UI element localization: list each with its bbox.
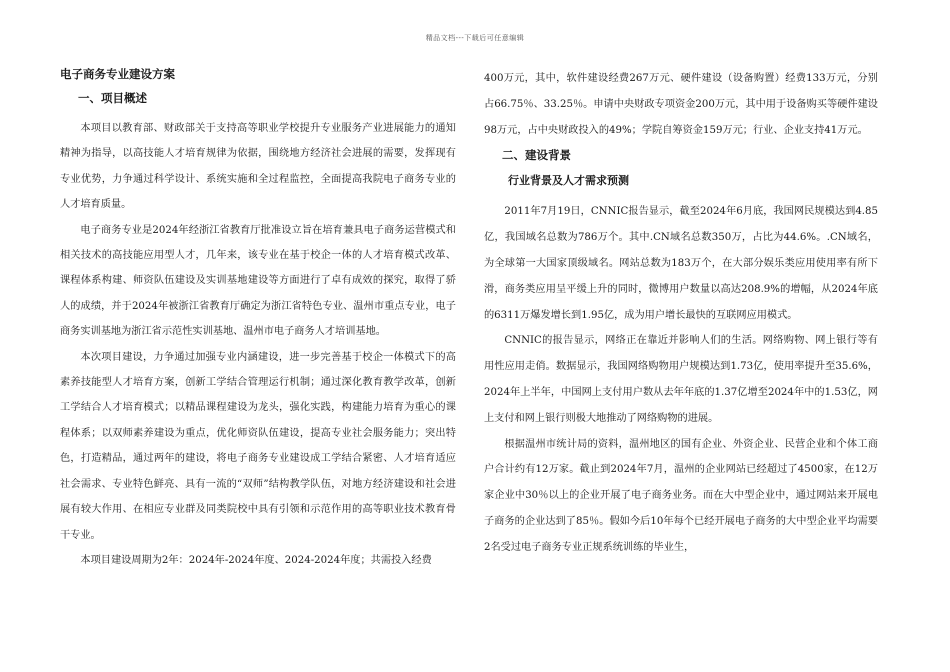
page-header: 精品文档---下载后可任意编辑 (425, 34, 525, 42)
right-column (484, 66, 878, 561)
paragraph: 2011年7月19日，CNNIC报告显示，截至2024年6月底，我国网民规模达到4.85亿，我国域名总数为786万个。其中.CN域名总数350万，占比为44.6%。.CN域名，为全球第一大国家顶级域名。网站总数为183万个，在大部分娱乐类应用使用率有所下滑，商务类应用呈平缓上升的同时，微博用户数量以高达208.9%的增幅，从2024年底的6311万爆发增长到1.95亿，成为用户增长最快的互联网应用模式。 (484, 206, 878, 321)
section-heading-background: 二、建设背景 (502, 148, 571, 163)
section-heading-overview: 一、项目概述 (78, 91, 147, 105)
paragraph: CNNIC的报告显示，网络正在靠近并影响人们的生活。网络购物、网上银行等有用性应用走俏。数据显示，我国网络购物用户规模达到1.73亿，使用率提升至35.6%，2024年上半年，中国网上支付用户数从去年年底的1.37亿增至2024年中的1.53亿，网上支付和网上银行则极大地推动了网络购物的进展。 (484, 335, 878, 424)
paragraph: 本项目建设周期为2年：2024年-2024年度、2024-2024年度；共需投入经费 (80, 554, 432, 566)
paragraph-continued: 400万元，其中，软件建设经费267万元、硬件建设（设备购置）经费133万元，分别占66.75％、33.25％。申请中央财政专项资金200万元，其中用于设备购买等硬件建设98万元，占中央财政投入的49%；学院自筹资金159万元；行业、企业支持41万元。 (484, 73, 878, 136)
paragraph: 根据温州市统计局的资料，温州地区的国有企业、外资企业、民营企业和个体工商户合计约有12万家。截止到2024年7月，温州的企业网站已经超过了4500家，在12万家企业中30％以上的企业开展了电子商务业务。而在大中型企业中，通过网站来开展电子商务的企业达到了85％。假如今后10年每个已经开展电子商务的大中型企业平均需要2名受过电子商务专业正规系统训练的毕业生， (484, 438, 878, 553)
paragraph: 本次项目建设，力争通过加强专业内涵建设，进一步完善基于校企一体模式下的高素养技能型人才培育方案，创新工学结合管理运行机制；通过深化教育教学改革，创新工学结合人才培育模式；以精品课程建设为龙头，强化实践，构建能力培育为重心的课程体系；以双师素养建设为重点，优化师资队伍建设，提高专业社会服务能力；突出特色，打造精品，通过两年的建设，将电子商务专业建设成工学结合紧密、人才培育适应社会需求、专业特色鲜亮、具有一流的“双师”结构教学队伍，对地方经济建设和社会进展有较大作用、在相应专业群及同类院校中具有引领和示范作用的高等职业技术教育骨干专业。 (60, 351, 456, 541)
subsection-heading: 行业背景及人才需求预测 (508, 174, 629, 188)
document-title: 电子商务专业建设方案 (60, 67, 175, 81)
paragraph: 电子商务专业是2024年经浙江省教育厅批准设立旨在培育兼具电子商务运营模式和相关技术的高技能应用型人才，几年来，该专业在基于校企一体的人才培育模式改革、课程体系构建、师资队伍建设及实训基地建设等方面进行了卓有成效的探究，取得了骄人的成绩，并于2024年被浙江省教育厅确定为浙江省特色专业、温州市重点专业，电子商务实训基地为浙江省示范性实训基地、温州市电子商务人才培训基地。 (60, 224, 456, 338)
paragraph: 本项目以教育部、财政部关于支持高等职业学校提升专业服务产业进展能力的通知精神为指导，以高技能人才培育规律为依据，围绕地方经济社会进展的需要，发挥现有专业优势，力争通过科学设计、系统实施和全过程监控，全面提高我院电子商务专业的人才培育质量。 (60, 123, 456, 211)
left-column (60, 62, 456, 573)
